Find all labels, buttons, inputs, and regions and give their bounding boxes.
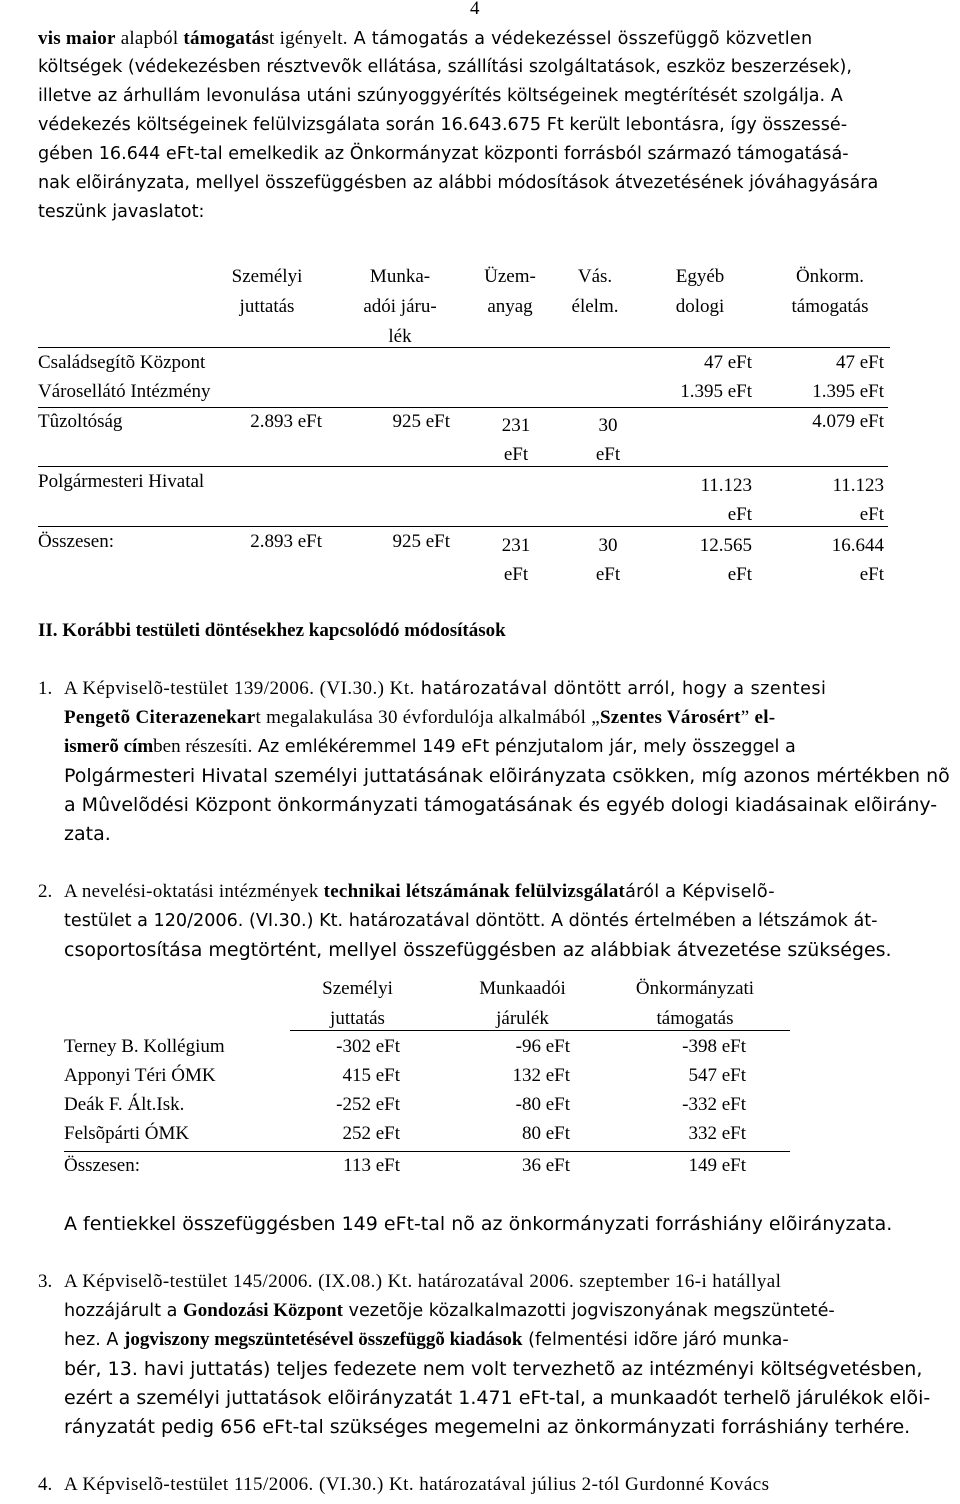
intro-line-3: illetve az árhullám levonulása utáni szúnyoggyérítés költségeinek megtérítését szolgálja. A bbox=[38, 86, 843, 106]
table1-cell-egyeb: 1.395 eFt bbox=[680, 381, 752, 402]
cell-text: eFt bbox=[727, 504, 752, 525]
table1-header-munkaadoi bbox=[340, 262, 460, 352]
bold-text: el- bbox=[749, 707, 776, 728]
header-text: lék bbox=[388, 326, 412, 347]
table1-cell-onk: 47 eFt bbox=[835, 352, 884, 373]
item1-line-4: Polgármesteri Hivatal személyi juttatásának elõirányzata csökken, míg azonos mértékben nõ bbox=[64, 765, 950, 787]
table2-cell-v1: -302 eFt bbox=[336, 1036, 400, 1057]
bold-text: ismerõ cím bbox=[64, 736, 154, 757]
table1-row-rule bbox=[38, 407, 888, 408]
item3-line-4: bér, 13. havi juttatás) teljes fedezete nem volt tervezhetõ az intézményi költségvetésben, bbox=[64, 1358, 923, 1380]
table1-cell-vas bbox=[578, 411, 638, 469]
intro-line-7: teszünk javaslatot: bbox=[38, 202, 205, 222]
item4-line-1: A Képviselõ-testület 115/2006. (VI.30.) Kt. határozatával július 2-tól Gurdonné Kovács bbox=[64, 1474, 770, 1495]
item3-line-2 bbox=[64, 1300, 835, 1322]
item-text: A döntés értelmében a létszámok át- bbox=[545, 911, 878, 931]
header-text: Személyi bbox=[231, 266, 303, 287]
cell-text: 12.565 bbox=[699, 535, 752, 556]
table1-cell-onk: 1.395 eFt bbox=[812, 381, 884, 402]
bold-text: technikai létszámának felülvizsgálat bbox=[323, 881, 626, 902]
table1-cell-vas bbox=[578, 531, 638, 589]
quote-close: ” bbox=[740, 707, 750, 728]
item3-line-5: ezért a személyi juttatások elõirányzatát 1.471 eFt-tal, a munkaadót terhelõ járulékok elõi- bbox=[64, 1387, 931, 1409]
item2-line-1 bbox=[64, 881, 775, 903]
table2-row-name: Apponyi Téri ÓMK bbox=[64, 1065, 216, 1086]
header-text: Munkaadói bbox=[479, 978, 566, 999]
table1-header-vas-elelm bbox=[555, 262, 635, 322]
intro-text: t igényelt. bbox=[269, 28, 348, 49]
table2-header-rule bbox=[290, 1030, 790, 1031]
header-text: Vás. bbox=[577, 266, 613, 287]
item1-line-5: a Mûvelõdési Központ önkormányzati támogatásának és egyéb dologi kiadásainak elõirány- bbox=[64, 794, 938, 816]
table1-cell-uzem bbox=[486, 531, 546, 589]
section-heading: II. Korábbi testületi döntésekhez kapcsolódó módosítások bbox=[38, 620, 506, 641]
item-text: Az emlékéremmel 149 eFt pénzjutalom jár, mely összeggel a bbox=[252, 737, 796, 757]
header-text: Üzem- bbox=[484, 266, 536, 287]
table1-cell-munk: 925 eFt bbox=[392, 411, 450, 432]
cell-text: eFt bbox=[859, 564, 884, 585]
header-text: juttatás bbox=[330, 1008, 385, 1029]
item1-line-2 bbox=[64, 707, 775, 729]
intro-line-5: gében 16.644 eFt-tal emelkedik az Önkormányzat központi forrásból származó támogatásá- bbox=[38, 144, 849, 164]
table1-cell-egyeb bbox=[660, 471, 752, 529]
table1-row-name: Összesen: bbox=[38, 531, 114, 552]
table1-header-egyeb-dologi bbox=[655, 262, 745, 322]
item2-line-3: csoportosítása megtörtént, mellyel összefüggésben az alábbiak átvezetése szükséges. bbox=[64, 939, 892, 961]
table2-row-name: Felsõpárti ÓMK bbox=[64, 1123, 190, 1144]
header-text: Önkorm. bbox=[795, 266, 865, 287]
table1-cell-egyeb bbox=[660, 531, 752, 589]
table2-cell-v2: 36 eFt bbox=[521, 1155, 570, 1176]
item1-line-6: zata. bbox=[64, 823, 111, 845]
cell-text: 231 bbox=[501, 535, 531, 556]
table2-row-name: Deák F. Ált.Isk. bbox=[64, 1094, 185, 1115]
table2-header-munkaadoi bbox=[450, 974, 595, 1034]
item-text: (felmentési idõre járó munka- bbox=[522, 1330, 789, 1350]
header-text: támogatás bbox=[791, 296, 869, 317]
cell-text: 30 bbox=[598, 415, 618, 436]
header-text: juttatás bbox=[239, 296, 295, 317]
item2-line-2 bbox=[64, 910, 877, 932]
header-text: Személyi bbox=[322, 978, 393, 999]
item-text: ben részesíti. bbox=[153, 736, 253, 757]
table2-cell-v1: 252 eFt bbox=[342, 1123, 400, 1144]
table1-cell-szem: 2.893 eFt bbox=[250, 531, 322, 552]
table2-row-name: Terney B. Kollégium bbox=[64, 1036, 225, 1057]
item-text: t megalakulása 30 évfordulója alkalmából „ bbox=[255, 707, 600, 728]
item1-line-3 bbox=[64, 736, 796, 758]
table2-header-onkormanyzati bbox=[600, 974, 790, 1034]
table1-header-onkorm-tamogatas bbox=[770, 262, 890, 322]
intro-line-2: költségek (védekezésben résztvevõk ellátása, szállítási szolgáltatások, eszköz beszerzések), bbox=[38, 57, 852, 77]
item-text: áról a Képviselõ- bbox=[625, 882, 775, 902]
table1-row-name: Polgármesteri Hivatal bbox=[38, 471, 205, 492]
item-text: hez. A bbox=[64, 1330, 125, 1350]
table2-cell-v2: 132 eFt bbox=[512, 1065, 570, 1086]
intro-line-1 bbox=[38, 28, 812, 50]
item3-line-1: A Képviselõ-testület 145/2006. (IX.08.) Kt. határozatával 2006. szeptember 16-i hatállyal bbox=[64, 1271, 782, 1292]
item1-line-1 bbox=[64, 678, 826, 700]
header-text: élelm. bbox=[571, 296, 619, 317]
header-text: Egyéb bbox=[675, 266, 725, 287]
table1-cell-uzem bbox=[486, 411, 546, 469]
table2-cell-v1: 113 eFt bbox=[343, 1155, 400, 1176]
table2-cell-v3: 547 eFt bbox=[688, 1065, 746, 1086]
table1-cell-onk bbox=[780, 471, 884, 529]
intro-text: alapból bbox=[115, 28, 184, 49]
header-text: Munka- bbox=[369, 266, 431, 287]
table1-cell-szem: 2.893 eFt bbox=[250, 411, 322, 432]
cell-text: 30 bbox=[598, 535, 618, 556]
table1-total-rule bbox=[38, 526, 888, 527]
bold-text: Gondozási Központ bbox=[182, 1300, 343, 1321]
table2-row-name: Összesen: bbox=[64, 1155, 140, 1176]
intro-line-4: védekezés költségeinek felülvizsgálata során 16.643.675 Ft került lebontásra, így összessé- bbox=[38, 115, 848, 135]
header-text: támogatás bbox=[656, 1008, 734, 1029]
item-number: 3. bbox=[38, 1271, 53, 1292]
intro-line-6: nak elõirányzata, mellyel összefüggésben az alábbi módosítások átvezetésének jóváhagyására bbox=[38, 173, 879, 193]
table1-cell-munk: 925 eFt bbox=[392, 531, 450, 552]
header-text: járulék bbox=[496, 1008, 549, 1029]
bold-text: jogviszony megszüntetésével összefüggõ kiadások bbox=[124, 1329, 523, 1350]
item-text: határozatával döntött arról, hogy a szentesi bbox=[414, 679, 827, 699]
table2-cell-v3: -332 eFt bbox=[682, 1094, 746, 1115]
intro-bold-vis-maior: vis maior bbox=[38, 28, 116, 49]
cell-text: 11.123 bbox=[700, 475, 752, 496]
cell-text: eFt bbox=[859, 504, 884, 525]
cell-text: 11.123 bbox=[832, 475, 884, 496]
item-number: 4. bbox=[38, 1474, 53, 1495]
cell-text: eFt bbox=[595, 564, 621, 585]
header-text: anyag bbox=[487, 296, 533, 317]
table2-cell-v2: -80 eFt bbox=[515, 1094, 570, 1115]
table1-row-rule bbox=[38, 466, 888, 467]
table2-header-szemelyi bbox=[290, 974, 425, 1034]
table2-cell-v3: 149 eFt bbox=[688, 1155, 746, 1176]
cell-text: 16.644 bbox=[831, 535, 884, 556]
intro-bold-tamogatas: támogatás bbox=[183, 28, 270, 49]
item3-line-3 bbox=[64, 1329, 789, 1351]
header-text: dologi bbox=[675, 296, 725, 317]
table2-cell-v3: -398 eFt bbox=[682, 1036, 746, 1057]
table2-cell-v2: 80 eFt bbox=[521, 1123, 570, 1144]
cell-text: eFt bbox=[503, 444, 529, 465]
table1-row-name: Családsegítõ Központ bbox=[38, 352, 206, 373]
header-text: Önkormányzati bbox=[635, 978, 755, 999]
bold-text: Pengetõ Citerazenekar bbox=[64, 707, 256, 728]
cell-text: eFt bbox=[503, 564, 529, 585]
item3-line-6: rányzatát pedig 656 eFt-tal szükséges megemelni az önkormányzati forráshiány terhére. bbox=[64, 1416, 911, 1438]
page-number: 4 bbox=[470, 0, 480, 19]
cell-text: eFt bbox=[727, 564, 752, 585]
table1-header-szemelyi bbox=[212, 262, 322, 322]
item-text: testület a 120/2006. (VI.30.) Kt. határozatával döntött. bbox=[64, 911, 546, 931]
item-text: A Képviselõ-testület 139/2006. (VI.30.) Kt. bbox=[64, 678, 415, 699]
table1-cell-egyeb: 47 eFt bbox=[703, 352, 752, 373]
table2-cell-v3: 332 eFt bbox=[688, 1123, 746, 1144]
item-text: A nevelési-oktatási intézmények bbox=[64, 881, 324, 902]
bold-text: Szentes Városért bbox=[599, 707, 741, 728]
item-number: 2. bbox=[38, 881, 53, 902]
table2-note: A fentiekkel összefüggésben 149 eFt-tal nõ az önkormányzati forráshiány elõirányzata. bbox=[64, 1213, 893, 1235]
item-text: vezetõje közalkalmazotti jogviszonyának megszünteté- bbox=[342, 1301, 835, 1321]
intro-text: A támogatás a védekezéssel összefüggõ közvetlen bbox=[347, 29, 813, 49]
table2-cell-v1: 415 eFt bbox=[342, 1065, 400, 1086]
cell-text: eFt bbox=[595, 444, 621, 465]
cell-text: 231 bbox=[501, 415, 531, 436]
item-number: 1. bbox=[38, 678, 53, 699]
header-text: adói járu- bbox=[363, 296, 437, 317]
table1-row-name: Városellátó Intézmény bbox=[38, 381, 211, 402]
table2-cell-v2: -96 eFt bbox=[515, 1036, 570, 1057]
table2-cell-v1: -252 eFt bbox=[336, 1094, 400, 1115]
table1-header-rule bbox=[38, 347, 890, 348]
item-text: hozzájárult a bbox=[64, 1301, 183, 1321]
table2-total-rule bbox=[64, 1151, 790, 1152]
table1-row-name: Tûzoltóság bbox=[38, 411, 123, 432]
table1-cell-onk bbox=[780, 531, 884, 589]
table1-header-uzemanyag bbox=[465, 262, 555, 322]
table1-cell-onk: 4.079 eFt bbox=[812, 411, 884, 432]
